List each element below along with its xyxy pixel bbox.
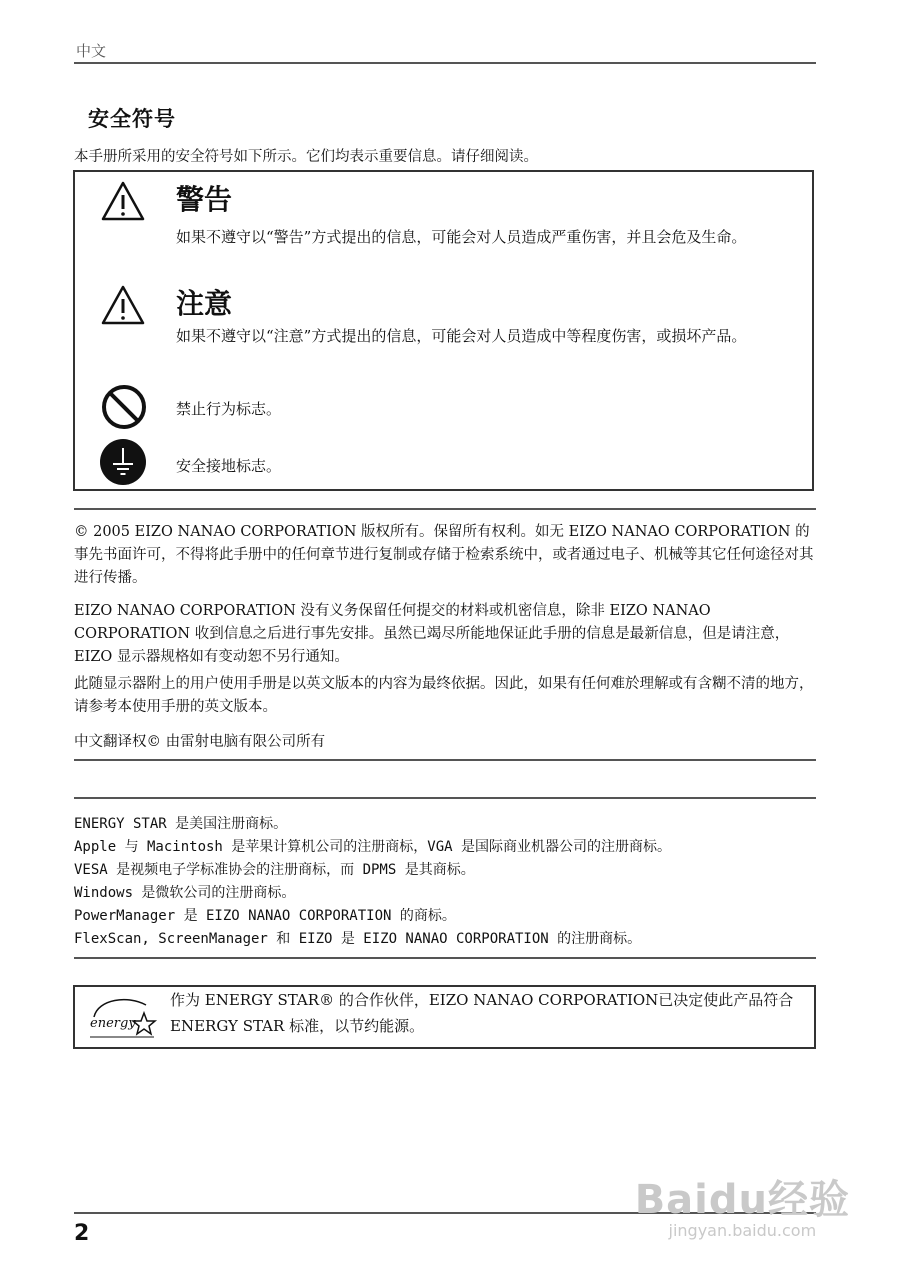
copyright-paragraph: © 2005 EIZO NANAO CORPORATION 版权所有。保留所有权利。如无 EIZO NANAO CORPORATION 的事先书面许可，不得将此手册中的任何章节进行复制或存储于检索系统中，或者通过电子、机械等其它任何途径对其进行传播。 <box>74 524 814 586</box>
ground-icon <box>99 438 147 486</box>
page-number: 2 <box>74 1221 90 1246</box>
trademark-bottom-rule <box>74 957 816 959</box>
section-intro: 本手册所采用的安全符号如下所示。它们均表示重要信息。请仔细阅读。 <box>74 149 538 165</box>
translation-notice: 中文翻译权© 由雷射电脑有限公司所有 <box>74 734 326 750</box>
prohibited-text: 禁止行为标志。 <box>176 400 282 418</box>
confidential-paragraph: EIZO NANAO CORPORATION 没有义务保留任何提交的材料或机密信息，除非 EIZO NANAO CORPORATION 收到信息之后进行事先安排。虽然已竭尽所能地保证此手册的信息是最新信息，但是请注意，EIZO 显示器规格如有变动恕不另行通知。 <box>74 603 790 665</box>
caution-text: 如果不遵守以“注意”方式提出的信息，可能会对人员造成中等程度伤害，或损坏产品。 <box>176 327 747 345</box>
warning-title: 警告 <box>176 183 233 216</box>
legal-top-rule <box>74 508 816 510</box>
warning-triangle-icon <box>100 180 146 222</box>
warning-text: 如果不遵守以“警告”方式提出的信息，可能会对人员造成严重伤害，并且会危及生命。 <box>176 228 747 246</box>
trademark-line: PowerManager 是 EIZO NANAO CORPORATION 的商标。 <box>74 908 456 924</box>
trademark-line: VESA 是视频电子学标准协会的注册商标，而 DPMS 是其商标。 <box>74 862 475 878</box>
trademark-line: FlexScan, ScreenManager 和 EIZO 是 EIZO NANAO CORPORATION 的注册商标。 <box>74 931 642 947</box>
legal-bottom-rule <box>74 759 816 761</box>
watermark-url: jingyan.baidu.com <box>668 1221 817 1240</box>
trademark-top-rule <box>74 797 816 799</box>
energy-star-logo-icon <box>86 995 158 1041</box>
prohibited-icon <box>100 383 148 431</box>
trademark-line: Windows 是微软公司的注册商标。 <box>74 885 296 901</box>
energy-star-logo-text: energy <box>90 1016 136 1031</box>
caution-triangle-icon <box>100 284 146 326</box>
caution-title: 注意 <box>176 287 233 320</box>
section-title: 安全符号 <box>88 107 176 131</box>
header-rule <box>74 62 816 64</box>
ground-text: 安全接地标志。 <box>176 457 282 475</box>
header-language: 中文 <box>76 42 107 60</box>
energy-star-line-1: 作为 ENERGY STAR® 的合作伙伴，EIZO NANAO CORPORATION已决定使此产品符合 <box>170 991 794 1009</box>
english-basis-paragraph: 此随显示器附上的用户使用手册是以英文版本的内容为最终依据。因此，如果有任何难於理解或有含糊不清的地方，请参考本使用手册的英文版本。 <box>74 676 814 715</box>
watermark-logo: Baidu经验 <box>634 1177 850 1223</box>
trademark-line: Apple 与 Macintosh 是苹果计算机公司的注册商标，VGA 是国际商业机器公司的注册商标。 <box>74 839 672 855</box>
trademark-line: ENERGY STAR 是美国注册商标。 <box>74 816 288 832</box>
baidu-watermark <box>635 1168 850 1240</box>
energy-star-line-2: ENERGY STAR 标准，以节约能源。 <box>170 1017 425 1035</box>
energy-star-text <box>170 987 818 1039</box>
